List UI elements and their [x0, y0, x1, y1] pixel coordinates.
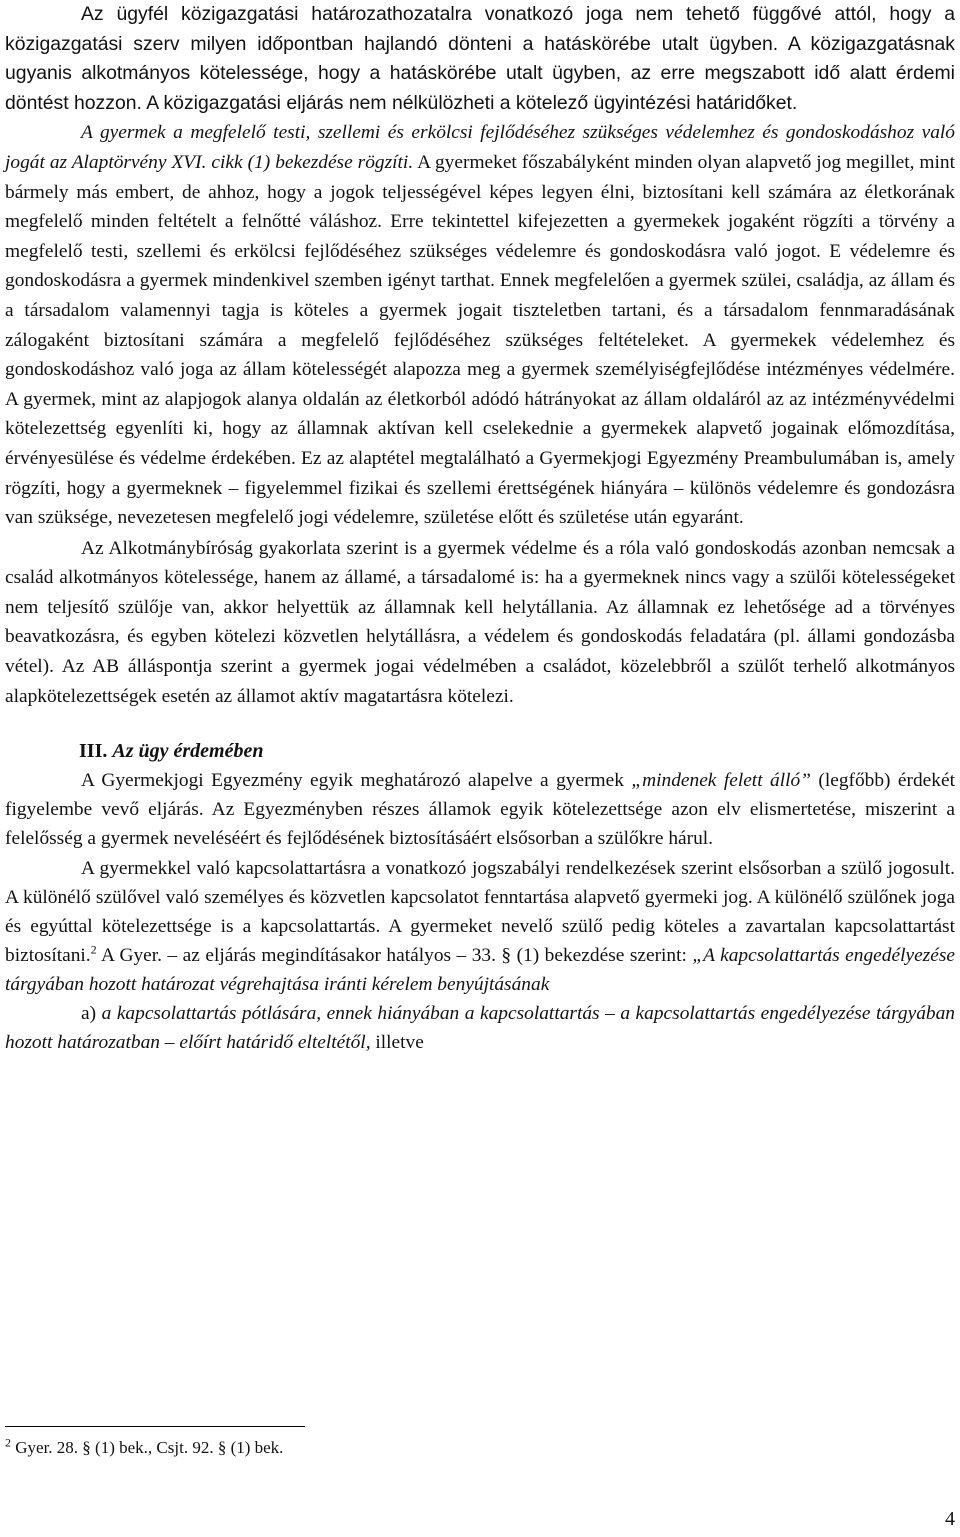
- footnote-reference[interactable]: 2: [90, 942, 97, 957]
- footnote-separator: [5, 1426, 305, 1427]
- paragraph-3: [5, 766, 955, 853]
- paragraph-5-italic: a kapcsolattartás pótlására, ennek hiányában a kapcsolattartás – a kapcsolattartás engedélyezése tárgyában hozott határozatban – előírt határidő elteltétől,: [5, 1003, 955, 1054]
- paragraph-5: [5, 999, 955, 1057]
- paragraph-2: Az Alkotmánybíróság gyakorlata szerint is a gyermek védelme és a róla való gondoskodás azonban nemcsak a család alkotmányos kötelessége, hanem az államé, a társadalomé is: ha a gyermeknek nincs vagy a szülői kötelességeket nem teljesítő szülője van, akkor helyettük az államnak kell helytállania. Az államnak ez lehetősége ad a törvényes beavatkozásra, és egyben kötelezi közvetlen helytállásra, a védelem és gondoskodás feladatára (pl. állami gondozásba vétel). Az AB álláspontja szerint a gyermek jogai védelmében a családot, közelebbről a szülőt terhelő alkotmányos alapkötelezettségek esetén az államot aktív magatartásra kötelezi.: [5, 537, 955, 707]
- document-body: [5, 0, 955, 1057]
- footnote: [5, 1437, 283, 1459]
- paragraph-5-text-c: illetve: [370, 1032, 424, 1054]
- paragraph-1-sentence-1: Az ügyfél közigazgatási határozathozatalra vonatkozó joga nem tehető függővé attól, hogy a közigazgatási szerv milyen időpontban hajlandó dönteni a hatáskörébe utalt ügyben. A közigazgatásnak ugyanis alkotmányos kötelessége, hogy a hatáskörébe utalt ügyben, az erre megszabott idő alatt érdemi döntést hozzon. A közigazgatási eljárás nem nélkülözheti a kötelező ügyintézési határidőket.: [5, 3, 955, 114]
- paragraph-1-body: A gyermeket főszabályként minden olyan alapvető jog megillet, mint bármely más embert, de ahhoz, hogy a jogok teljességével képes legyen élni, biztosítani kell számára az életkorának megfelelő minden feltételt a felnőtté váláshoz. Erre tekintettel kifejezetten a gyermekek jogaként rögzíti a törvény a megfelelő testi, szellemi és erkölcsi fejlődéséhez szükséges védelemre és gondoskodásra való jogot. E védelemre és gondoskodásra a gyermek mindenkivel szemben igényt tarthat. Ennek megfelelően a gyermek szülei, családja, az állam és a társadalom valamennyi tagja is köteles a gyermek jogait tiszteletben tartani, és a társadalom fennmaradásának zálogaként biztosítani számára a megfelelő fejlődéséhez szükséges feltételeket. A gyermekek védelemhez és gondoskodáshoz való joga az állam kötelességét alapozza meg a gyermek személyiségfejlődése intézményes védelmére. A gyermek, mint az alapjogok alanya oldalán az életkorból adódó hátrányokat az állam oldaláról az az intézményvédelmi kötelezettség egyenlíti ki, hogy az államnak aktívan kell cselekednie a gyermekek alapvető jogainak előmozdítása, érvényesülése és védelme érdekében. Ez az alaptétel megtalálható a Gyermekjogi Egyezmény Preambulumában is, amely rögzíti, hogy a gyermeknek – figyelemmel fizikai és szellemi érettségének hiányára – különös védelemre és gondozásra van szüksége, nevezetesen megfelelő jogi védelemre, születése előtt és születése után egyaránt.: [5, 151, 955, 529]
- paragraph-4-text-a: A gyermekkel való kapcsolattartásra a vonatkozó jogszabályi rendelkezések szerint elsősorban a szülő jogosult. A különélő szülővel való személyes és közvetlen kapcsolatot fenntartása alapvető gyermeki jog. A különélő szülőnek joga és egyúttal kötelezettsége is a kapcsolattartás. A gyermeket nevelő szülő pedig köteles a zavartalan kapcsolattartást biztosítani.: [5, 857, 955, 966]
- paragraph-4-quote: „A kapcsolattartás engedélyezése tárgyában hozott határozat végrehajtása iránti kérelem benyújtásának: [5, 944, 955, 995]
- paragraph-3-text-c: (legfőbb) érdekét figyelembe vevő eljárás. Az Egyezményben részes államok egyik kötelezettsége azon elv elismertetése, miszerint a felelősség a gyermek neveléséért és fejlődésének biztosításáért elsősorban a szülőkre hárul.: [5, 770, 955, 850]
- section-heading: [5, 737, 955, 766]
- section-title: Az ügy érdemében: [112, 740, 264, 763]
- page-number: 4: [945, 1508, 955, 1530]
- list-marker: a): [81, 1003, 102, 1024]
- section-number: III.: [79, 740, 108, 763]
- paragraph-1: [5, 0, 955, 118]
- paragraph-1-continued: [5, 118, 955, 532]
- paragraph-3-italic: „mindenek felett álló”: [631, 770, 811, 792]
- paragraph-4-text-b: A Gyer. – az eljárás megindításakor hatályos – 33. § (1) bekezdése szerint:: [96, 944, 693, 966]
- paragraph-4: [5, 854, 955, 999]
- footnote-number: 2: [5, 1435, 11, 1450]
- footnote-text: Gyer. 28. § (1) bek., Csjt. 92. § (1) bek.: [11, 1438, 284, 1457]
- paragraph-3-text-a: A Gyermekjogi Egyezmény egyik meghatározó alapelve a gyermek: [81, 770, 632, 792]
- italic-statement: A gyermek a megfelelő testi, szellemi és erkölcsi fejlődéséhez szükséges védelemhez és gondoskodáshoz való jogát az Alaptörvény XVI. cikk (1) bekezdése rögzíti.: [5, 122, 955, 173]
